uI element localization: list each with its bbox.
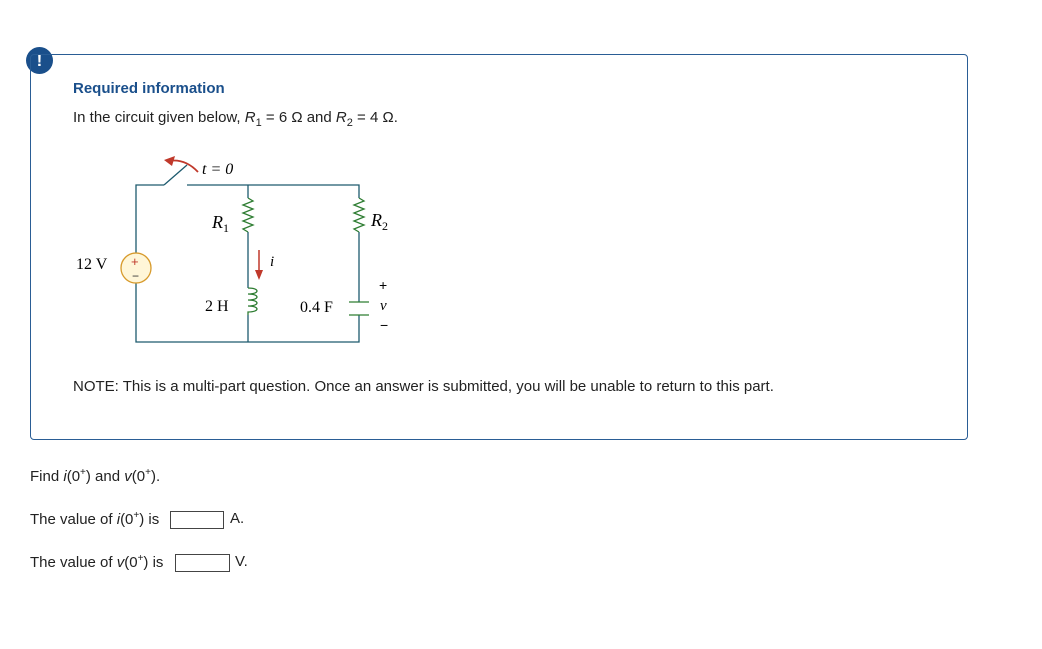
find-prefix: Find — [30, 468, 64, 485]
find-i: i — [63, 468, 67, 485]
v-minus: − — [380, 317, 389, 333]
find-arg-close: ) — [85, 468, 91, 485]
r1-label: $R_1$ — [212, 212, 229, 235]
switch-arrow-head — [164, 156, 175, 166]
i-row-arg-sup: + — [133, 510, 140, 521]
v-answer-input[interactable] — [175, 554, 230, 572]
intro-text — [73, 109, 398, 129]
v-row-arg-close: ) — [143, 554, 149, 571]
i-answer-input[interactable] — [170, 511, 224, 529]
i-row-prefix: The value of — [30, 511, 117, 528]
switch-label: t = 0 — [202, 161, 234, 178]
note-text: NOTE: This is a multi-part question. Once an answer is submitted, you will be unable to return to this part. — [73, 378, 774, 395]
i-row-suffix: is — [144, 511, 160, 528]
circuit-wires — [136, 185, 359, 342]
inductor — [248, 288, 257, 315]
source-minus: − — [132, 269, 140, 283]
i-row-var: i — [116, 511, 121, 528]
find-arg-close-2: ) — [150, 468, 156, 485]
wire-left-top — [136, 185, 164, 253]
resistor-r2 — [354, 198, 364, 232]
capacitor-label: 0.4 F — [300, 299, 333, 316]
find-prompt — [30, 467, 160, 485]
intro-r2-value: = 4 Ω. — [352, 109, 398, 126]
intro-r1-symbol: R — [244, 109, 256, 126]
find-arg-sup: + — [80, 467, 86, 478]
intro-r1-sub: 1 — [255, 117, 262, 129]
intro-r2-symbol: R — [335, 109, 347, 126]
resistor-r1 — [243, 198, 253, 232]
v-row-suffix: is — [148, 554, 164, 571]
i-row-arg-close: ) — [139, 511, 145, 528]
v-row-prefix: The value of — [30, 554, 117, 571]
inductor-label: 2 H — [205, 298, 229, 315]
alert-icon: ! — [26, 47, 53, 74]
v-answer-label — [30, 553, 163, 571]
i-row-arg-open: (0 — [120, 511, 134, 528]
intro-prefix: In the circuit given below, — [73, 109, 245, 126]
current-arrow-head — [255, 270, 263, 280]
current-label: i — [270, 254, 275, 270]
i-answer-label — [30, 510, 159, 528]
find-suffix: . — [155, 468, 161, 485]
intro-r1-value: = 6 Ω and — [261, 109, 336, 126]
find-arg-sup-2: + — [145, 467, 151, 478]
v-unit: V. — [235, 553, 248, 570]
v-row-var: v — [116, 554, 125, 571]
v-row-arg-sup: + — [137, 553, 144, 564]
r2-label: $R_2$ — [371, 210, 388, 233]
find-mid: and — [90, 468, 125, 485]
v-plus: + — [379, 277, 388, 293]
switch-blade — [164, 165, 187, 185]
wire-top — [187, 185, 359, 198]
v-row-arg-open: (0 — [124, 554, 138, 571]
i-unit: A. — [230, 510, 245, 527]
find-arg-open: (0 — [66, 468, 81, 485]
source-label: 12 V — [76, 256, 108, 273]
v-label: v — [380, 298, 387, 314]
source-plus: + — [131, 254, 139, 269]
find-arg-open-2: (0 — [131, 468, 146, 485]
required-info-title: Required information — [73, 80, 225, 97]
intro-r2-sub: 2 — [346, 117, 353, 129]
circuit-diagram — [60, 150, 440, 350]
find-v: v — [124, 468, 132, 485]
